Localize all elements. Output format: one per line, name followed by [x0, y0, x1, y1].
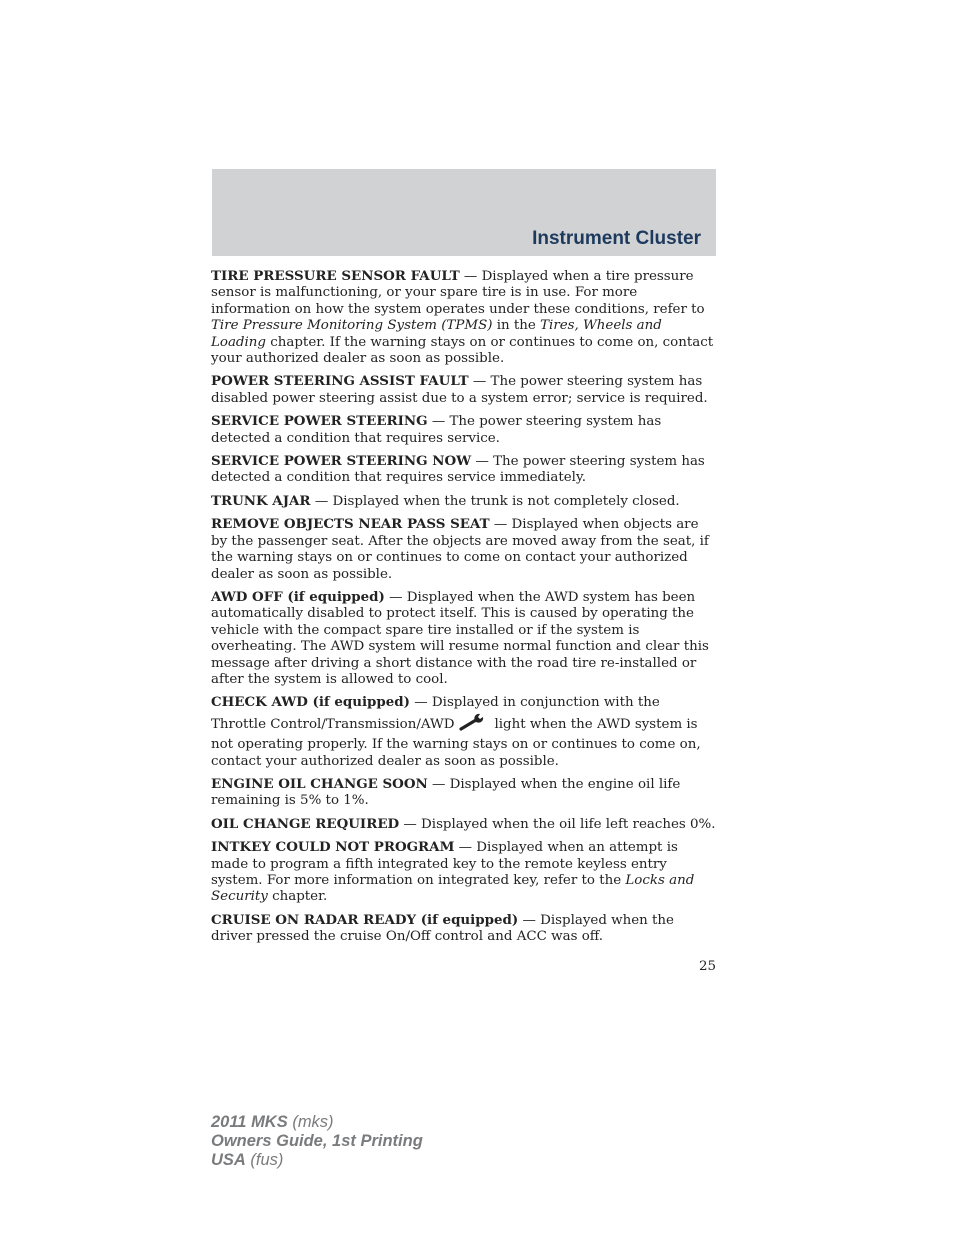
paragraph-trunk-ajar: TRUNK AJAR — Displayed when the trunk is not completely closed. — [211, 492, 680, 509]
paragraph-engine-oil-change-soon: ENGINE OIL CHANGE SOON — Displayed when the engine oil life remaining is 5% to 1%. — [211, 775, 681, 809]
paragraph-check-awd: CHECK AWD (if equipped) — Displayed in conjunction with the Throttle Control/Transmission/AWD light when the AWD system is not operating properly. If the warning stays on or continues to come on, contact your authorized dealer as soon as possible. — [211, 694, 701, 769]
term: OIL CHANGE REQUIRED — [211, 815, 400, 832]
wrench-icon — [458, 712, 488, 737]
paragraph-remove-objects: REMOVE OBJECTS NEAR PASS SEAT — Displayed when objects are by the passenger seat. After the objects are moved away from the seat, if the warning stays on or continues to come on contact your authorized dealer as soon as possible. — [211, 516, 709, 582]
cross-reference: Tires, Wheels and Loading — [211, 318, 662, 350]
term: CRUISE ON RADAR READY (if equipped) — [211, 911, 519, 928]
footer-line-model: 2011 MKS (mks) — [211, 1113, 334, 1131]
paragraph-service-power-steering: SERVICE POWER STEERING — The power steering system has detected a condition that requires service. — [211, 413, 662, 446]
paragraph-power-steering-assist-fault: POWER STEERING ASSIST FAULT — The power steering system has disabled power steering assist due to a system error; service is required. — [211, 373, 708, 406]
paragraph-service-power-steering-now: SERVICE POWER STEERING NOW — The power steering system has detected a condition that requires service immediately. — [211, 453, 705, 486]
cross-reference: Tire Pressure Monitoring System (TPMS) — [211, 318, 493, 334]
term: CHECK AWD (if equipped) — [211, 694, 411, 711]
paragraph-cruise-on-radar-ready: CRUISE ON RADAR READY (if equipped) — Displayed when the driver pressed the cruise On/Off control and ACC was off. — [211, 911, 674, 945]
term: POWER STEERING ASSIST FAULT — [211, 373, 469, 390]
body-text — [211, 268, 717, 952]
paragraph-oil-change-required: OIL CHANGE REQUIRED — Displayed when the oil life left reaches 0%. — [211, 815, 716, 832]
section-header-band — [212, 169, 716, 256]
footer-publication-info — [211, 1113, 423, 1170]
term: SERVICE POWER STEERING — [211, 413, 428, 430]
term: SERVICE POWER STEERING NOW — [211, 453, 472, 470]
paragraph-tire-pressure-sensor-fault: TIRE PRESSURE SENSOR FAULT — Displayed when a tire pressure sensor is malfunctioning, or your spare tire is in use. For more information on how the system operates under these conditions, refer to Tire Pressure Monitoring System (TPMS) in the Tires, Wheels and Loading chapter. If the warning stays on or continues to come on, contact your authorized dealer as soon as possible. — [211, 268, 714, 367]
paragraph-intkey-could-not-program: INTKEY COULD NOT PROGRAM — Displayed when an attempt is made to program a fifth integrated key to the remote keyless entry system. For more information on integrated key, refer to the Locks and Security chapter. — [211, 839, 695, 905]
term: AWD OFF (if equipped) — [211, 588, 385, 605]
footer-line-guide: Owners Guide, 1st Printing — [211, 1132, 423, 1150]
term: TRUNK AJAR — [211, 492, 311, 509]
page-number: 25 — [698, 959, 716, 974]
section-title: Instrument Cluster — [532, 228, 701, 249]
term: TIRE PRESSURE SENSOR FAULT — [211, 268, 460, 284]
paragraph-awd-off: AWD OFF (if equipped) — Displayed when the AWD system has been automatically disabled to protect itself. This is caused by operating the vehicle with the compact spare tire installed or if the system is overheating. The AWD system will resume normal function and clear this message after driving a short distance with the road tire re-installed or after the system is allowed to cool. — [211, 588, 709, 687]
term: INTKEY COULD NOT PROGRAM — [211, 839, 455, 856]
footer-line-region: USA (fus) — [211, 1151, 284, 1169]
term: ENGINE OIL CHANGE SOON — [211, 775, 428, 792]
cross-reference: Locks and Security — [211, 873, 695, 905]
term: REMOVE OBJECTS NEAR PASS SEAT — [211, 516, 490, 533]
